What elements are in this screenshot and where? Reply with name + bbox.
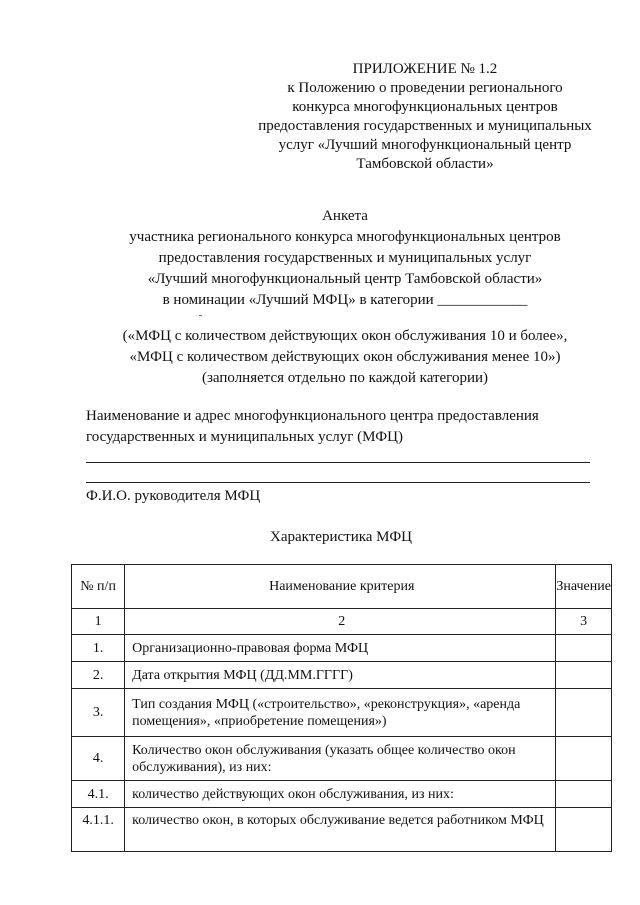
stray-mark bbox=[199, 315, 202, 316]
row-criterion: количество действующих окон обслуживания, из них: bbox=[125, 781, 556, 808]
row-value-cell[interactable] bbox=[556, 737, 612, 781]
form-title: Анкета bbox=[322, 208, 368, 224]
table-row bbox=[72, 808, 612, 852]
row-number: 2. bbox=[72, 662, 125, 689]
fill-line bbox=[86, 482, 590, 483]
category-line: «МФЦ с количеством действующих окон обслуживания менее 10») bbox=[129, 349, 561, 365]
column-number: 1 bbox=[72, 609, 125, 635]
form-title-block bbox=[60, 206, 630, 311]
table-header-row bbox=[72, 565, 612, 609]
row-value-cell[interactable] bbox=[556, 689, 612, 737]
row-criterion: Количество окон обслуживания (указать общее количество окон обслуживания), из них: bbox=[125, 737, 556, 781]
row-number: 3. bbox=[72, 689, 125, 737]
appendix-line: к Положению о проведении регионального bbox=[287, 80, 563, 96]
row-value-cell[interactable] bbox=[556, 781, 612, 808]
row-value-cell[interactable] bbox=[556, 662, 612, 689]
appendix-line: предоставления государственных и муниципальных bbox=[258, 118, 592, 134]
appendix-line: услуг «Лучший многофункциональный центр bbox=[278, 137, 572, 153]
row-number: 4.1. bbox=[72, 781, 125, 808]
form-title-line: предоставления государственных и муниципальных услуг bbox=[158, 250, 532, 266]
column-number: 2 bbox=[125, 609, 556, 635]
column-number: 3 bbox=[556, 609, 612, 635]
table-row bbox=[72, 662, 612, 689]
row-number: 4. bbox=[72, 737, 125, 781]
head-name-label: Ф.И.О. руководителя МФЦ bbox=[86, 488, 261, 504]
appendix-title: ПРИЛОЖЕНИЕ № 1.2 bbox=[352, 61, 498, 77]
appendix-line: конкурса многофункциональных центров bbox=[292, 99, 558, 115]
row-number: 4.1.1. bbox=[72, 808, 125, 852]
section-title: Характеристика МФЦ bbox=[270, 529, 413, 545]
appendix-block bbox=[240, 60, 610, 174]
appendix-line: Тамбовской области» bbox=[356, 156, 494, 172]
fill-line bbox=[86, 462, 590, 463]
row-value-cell[interactable] bbox=[556, 808, 612, 852]
table-row bbox=[72, 781, 612, 808]
row-value-cell[interactable] bbox=[556, 635, 612, 662]
mfc-name-label: Наименование и адрес многофункционального центра предоставления государственных и муниципальных услуг (МФЦ) bbox=[86, 408, 539, 445]
header-value: Значение bbox=[556, 565, 612, 609]
table-row bbox=[72, 737, 612, 781]
category-line: («МФЦ с количеством действующих окон обслуживания 10 и более», bbox=[122, 328, 568, 344]
form-title-line: «Лучший многофункциональный центр Тамбовской области» bbox=[147, 271, 543, 287]
row-criterion: количество окон, в которых обслуживание ведется работником МФЦ bbox=[125, 808, 556, 852]
category-note: (заполняется отдельно по каждой категории) bbox=[201, 370, 489, 386]
header-number: № п/п bbox=[72, 565, 125, 609]
row-criterion: Тип создания МФЦ («строительство», «реконструкция», «аренда помещения», «приобретение помещения») bbox=[125, 689, 556, 737]
row-number: 1. bbox=[72, 635, 125, 662]
table-row bbox=[72, 635, 612, 662]
form-title-line: участника регионального конкурса многофункциональных центров bbox=[129, 229, 561, 245]
row-criterion: Организационно-правовая форма МФЦ bbox=[125, 635, 556, 662]
form-category-line: в номинации «Лучший МФЦ» в категории ____________ bbox=[162, 292, 528, 308]
criteria-table bbox=[71, 564, 612, 852]
row-criterion: Дата открытия МФЦ (ДД.ММ.ГГГГ) bbox=[125, 662, 556, 689]
column-number-row bbox=[72, 609, 612, 635]
header-criterion: Наименование критерия bbox=[125, 565, 556, 609]
table-row bbox=[72, 689, 612, 737]
categories-block bbox=[60, 326, 630, 389]
